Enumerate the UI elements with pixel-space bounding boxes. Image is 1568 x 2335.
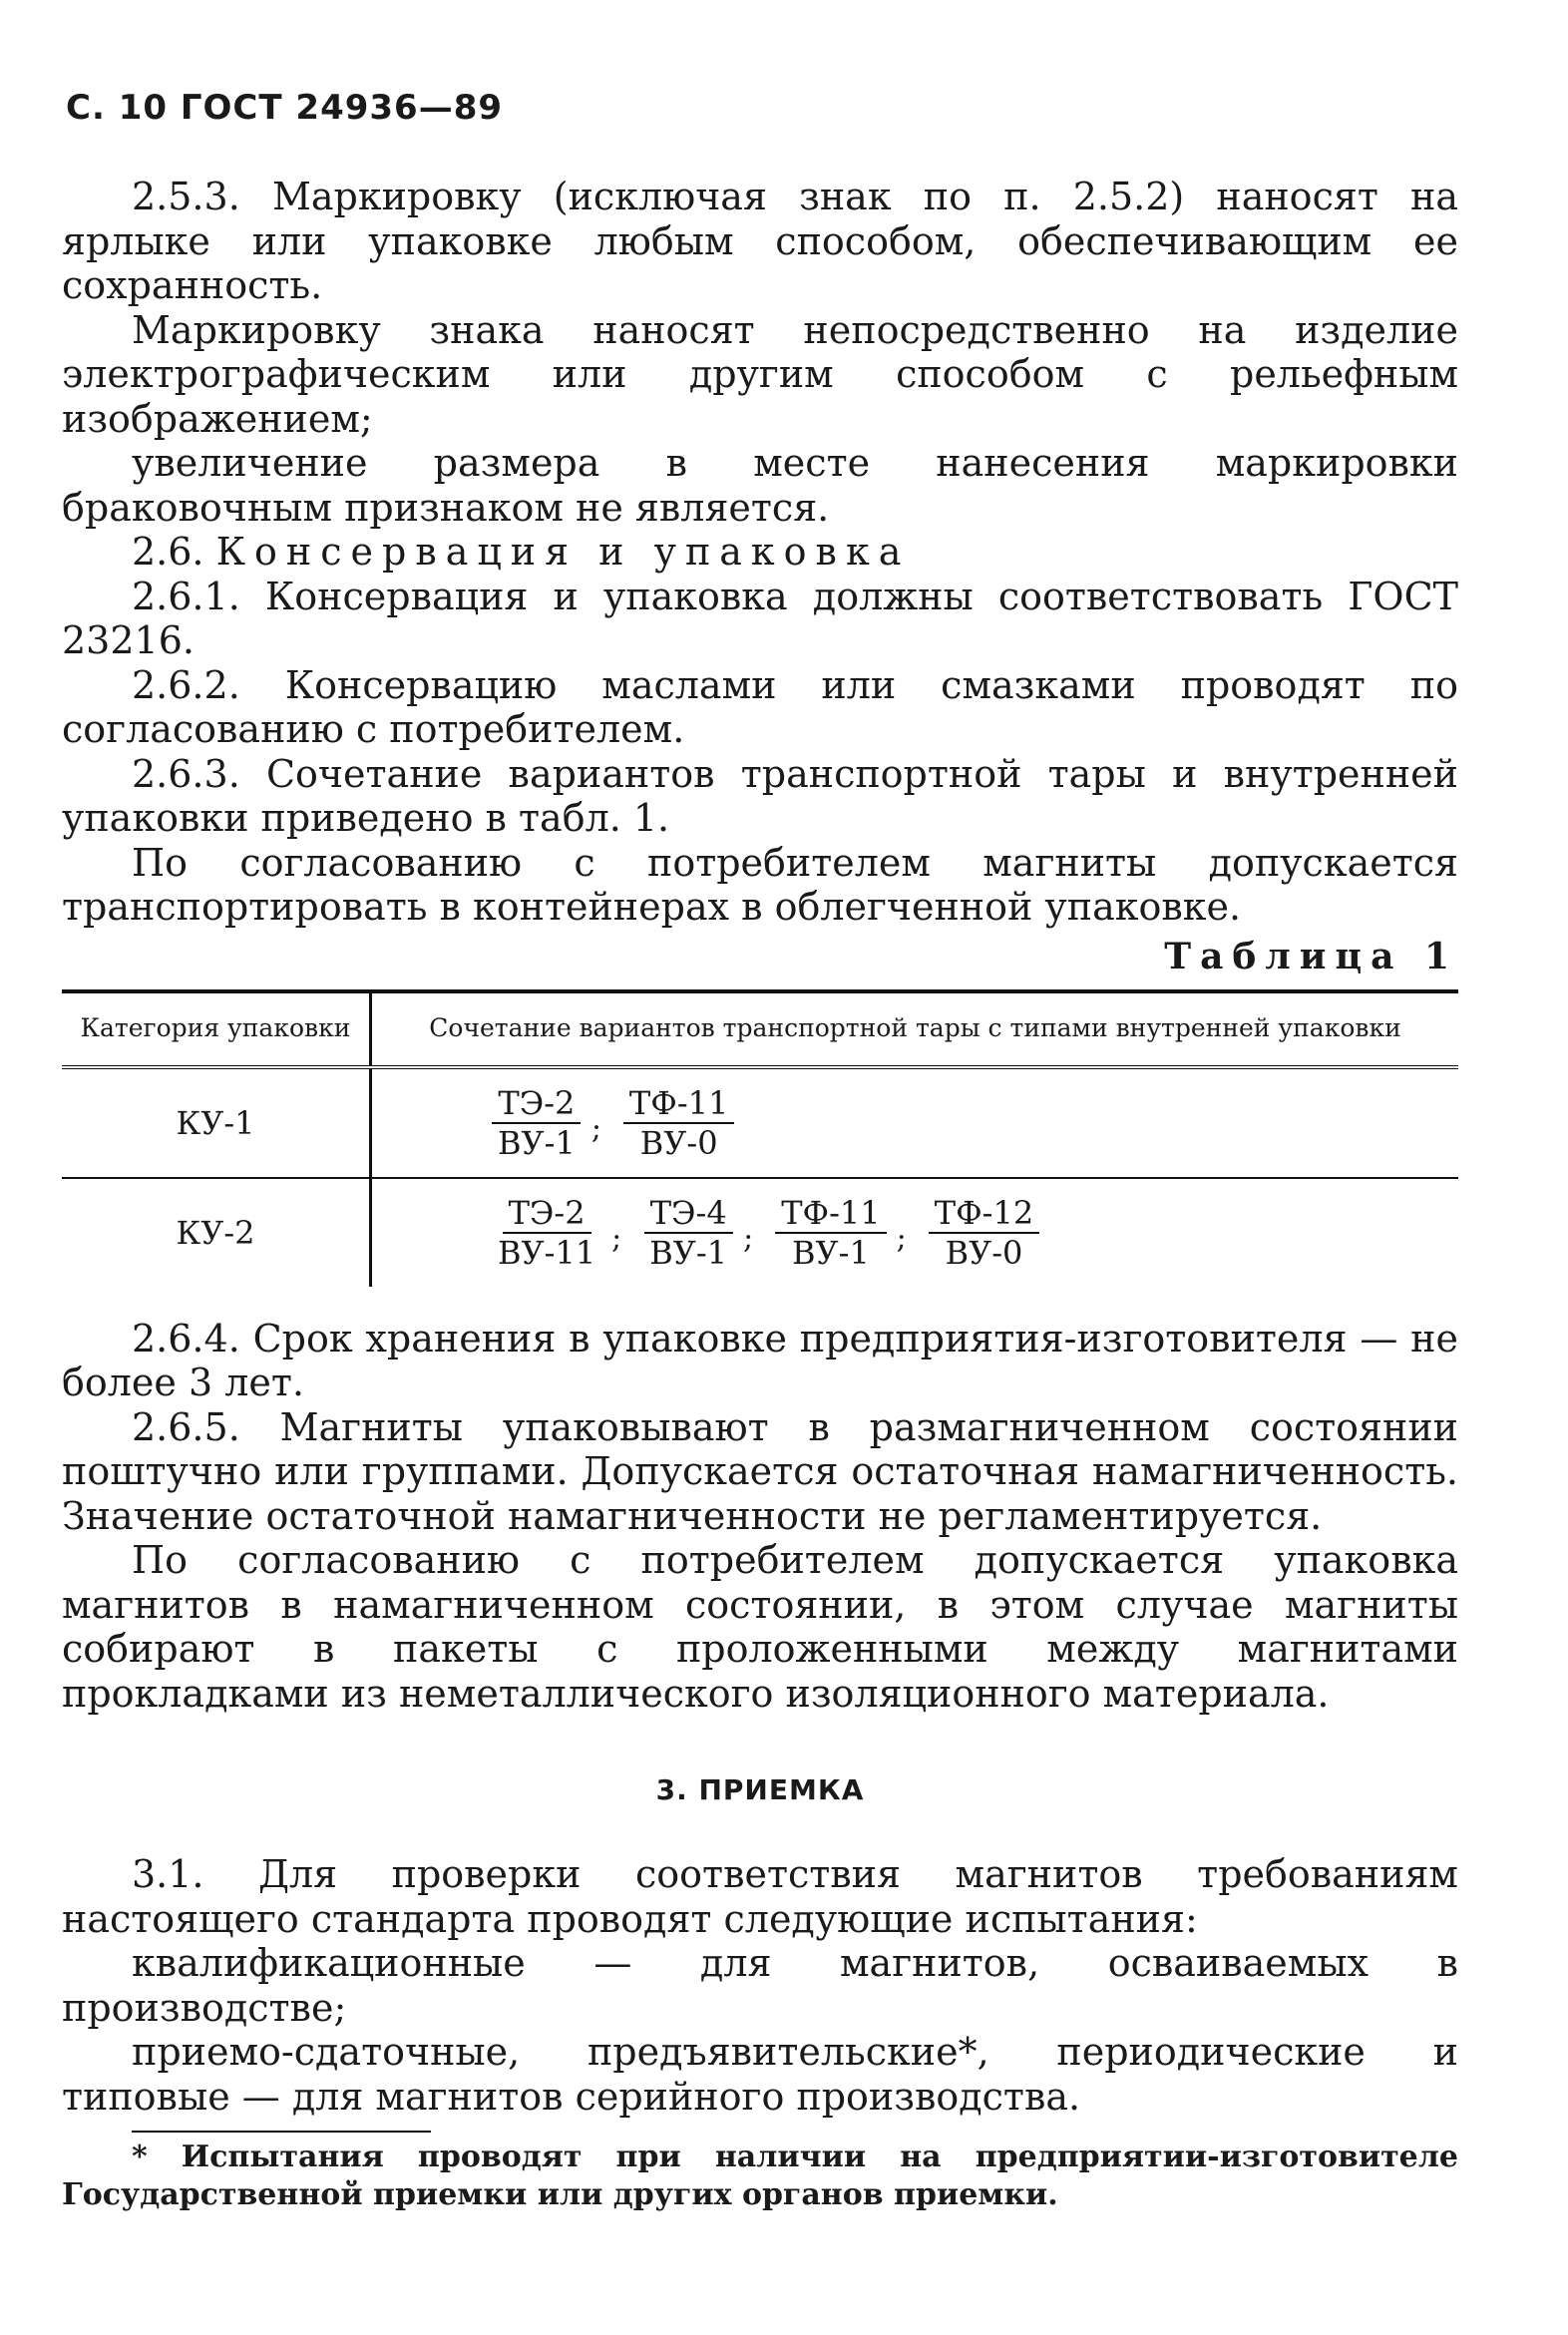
paragraph-2-6-1: 2.6.1. Консервация и упаковка должны соответствовать ГОСТ 23216.: [62, 574, 1458, 662]
paragraph-marking-sign: Маркировку знака наносят непосредственно на изделие электрографическим или другим способом с рельефным изображением;: [62, 307, 1458, 441]
fraction-separator: ;: [743, 1221, 754, 1256]
fraction-separator: ;: [611, 1221, 622, 1256]
fraction-separator: ;: [896, 1221, 907, 1256]
fraction-denominator: ВУ-1: [649, 1233, 728, 1272]
fraction-numerator: ТЭ-2: [492, 1084, 581, 1124]
fraction: [492, 1084, 582, 1162]
table-cell-category: КУ-1: [62, 1067, 371, 1178]
table-caption: Таблица 1: [1164, 935, 1458, 977]
fraction-numerator: ТФ-12: [929, 1194, 1039, 1234]
fraction-denominator: ВУ-0: [639, 1123, 718, 1162]
footnote-divider: [132, 2131, 431, 2133]
fraction-denominator: ВУ-1: [498, 1123, 576, 1162]
paragraph-marking-size: увеличение размера в месте нанесения маркировки браковочным признаком не является.: [62, 441, 1458, 530]
fraction-separator: ;: [590, 1111, 601, 1146]
table-row: [62, 1178, 1458, 1287]
fraction-numerator: ТЭ-4: [644, 1194, 733, 1234]
footnote: * Испытания проводят при наличии на предприятии-изготовителе Государственной приемки или других органов приемки.: [62, 2140, 1458, 2212]
fraction: [623, 1084, 734, 1162]
paragraph-containers: По согласованию с потребителем магниты допускается транспортировать в контейнерах в облегченной упаковке.: [62, 840, 1458, 929]
paragraph-acceptance-tests: приемо-сдаточные, предъявительские*, периодические и типовые — для магнитов серийного производства.: [62, 2030, 1458, 2119]
table-header-combination: Сочетание вариантов транспортной тары с типами внутренней упаковки: [371, 991, 1459, 1067]
page-header: С. 10 ГОСТ 24936—89: [66, 88, 504, 128]
section-2-6-title: Консервация и упаковка: [215, 530, 911, 574]
fraction-numerator: ТФ-11: [623, 1084, 734, 1124]
fraction: [775, 1194, 886, 1272]
fraction-numerator: ТФ-11: [775, 1194, 886, 1234]
section-2-6-number: 2.6.: [132, 530, 204, 574]
section-2-6-heading: [62, 530, 1458, 575]
paragraph-2-6-5: 2.6.5. Магниты упаковывают в размагниченном состоянии поштучно или группами. Допускается остаточная намагниченность. Значение остаточной намагниченности не регламентируется.: [62, 1404, 1458, 1538]
table-header-category: Категория упаковки: [62, 991, 371, 1067]
table-row: [62, 1067, 1458, 1178]
fraction: [929, 1194, 1039, 1272]
paragraph-qualification-tests: квалификационные — для магнитов, осваиваемых в производстве;: [62, 1941, 1458, 2030]
fraction-numerator: ТЭ-2: [503, 1194, 591, 1234]
fraction-denominator: ВУ-1: [792, 1233, 870, 1272]
paragraph-magnetized-packaging: По согласованию с потребителем допускается упаковка магнитов в намагниченном состоянии, в этом случае магниты собирают в пакеты с проложенными между магнитами прокладками из неметаллического изоляционного материала.: [62, 1538, 1458, 1716]
paragraph-2-6-2: 2.6.2. Консервацию маслами или смазками проводят по согласованию с потребителем.: [62, 662, 1458, 751]
paragraph-2-5-3: 2.5.3. Маркировку (исключая знак по п. 2.5.2) наносят на ярлыке или упаковке любым способом, обеспечивающим ее сохранность.: [62, 175, 1458, 307]
table-cell-category: КУ-2: [62, 1178, 371, 1287]
fraction: [492, 1194, 601, 1272]
page-content: [62, 175, 1458, 2214]
paragraph-2-6-4: 2.6.4. Срок хранения в упаковке предприятия-изготовителя — не более 3 лет.: [62, 1316, 1458, 1404]
fraction-denominator: ВУ-0: [945, 1233, 1023, 1272]
table-cell-combination: [371, 1067, 1459, 1178]
paragraph-3-1: 3.1. Для проверки соответствия магнитов требованиям настоящего стандарта проводят следующие испытания:: [62, 1852, 1458, 1941]
fraction: [643, 1194, 733, 1272]
packaging-table: [62, 989, 1458, 1287]
paragraph-2-6-3: 2.6.3. Сочетание вариантов транспортной тары и внутренней упаковки приведено в табл. 1.: [62, 751, 1458, 840]
table-cell-combination: [371, 1178, 1459, 1287]
fraction-denominator: ВУ-11: [498, 1233, 596, 1272]
section-3-title: 3. ПРИЕМКА: [655, 1773, 865, 1806]
